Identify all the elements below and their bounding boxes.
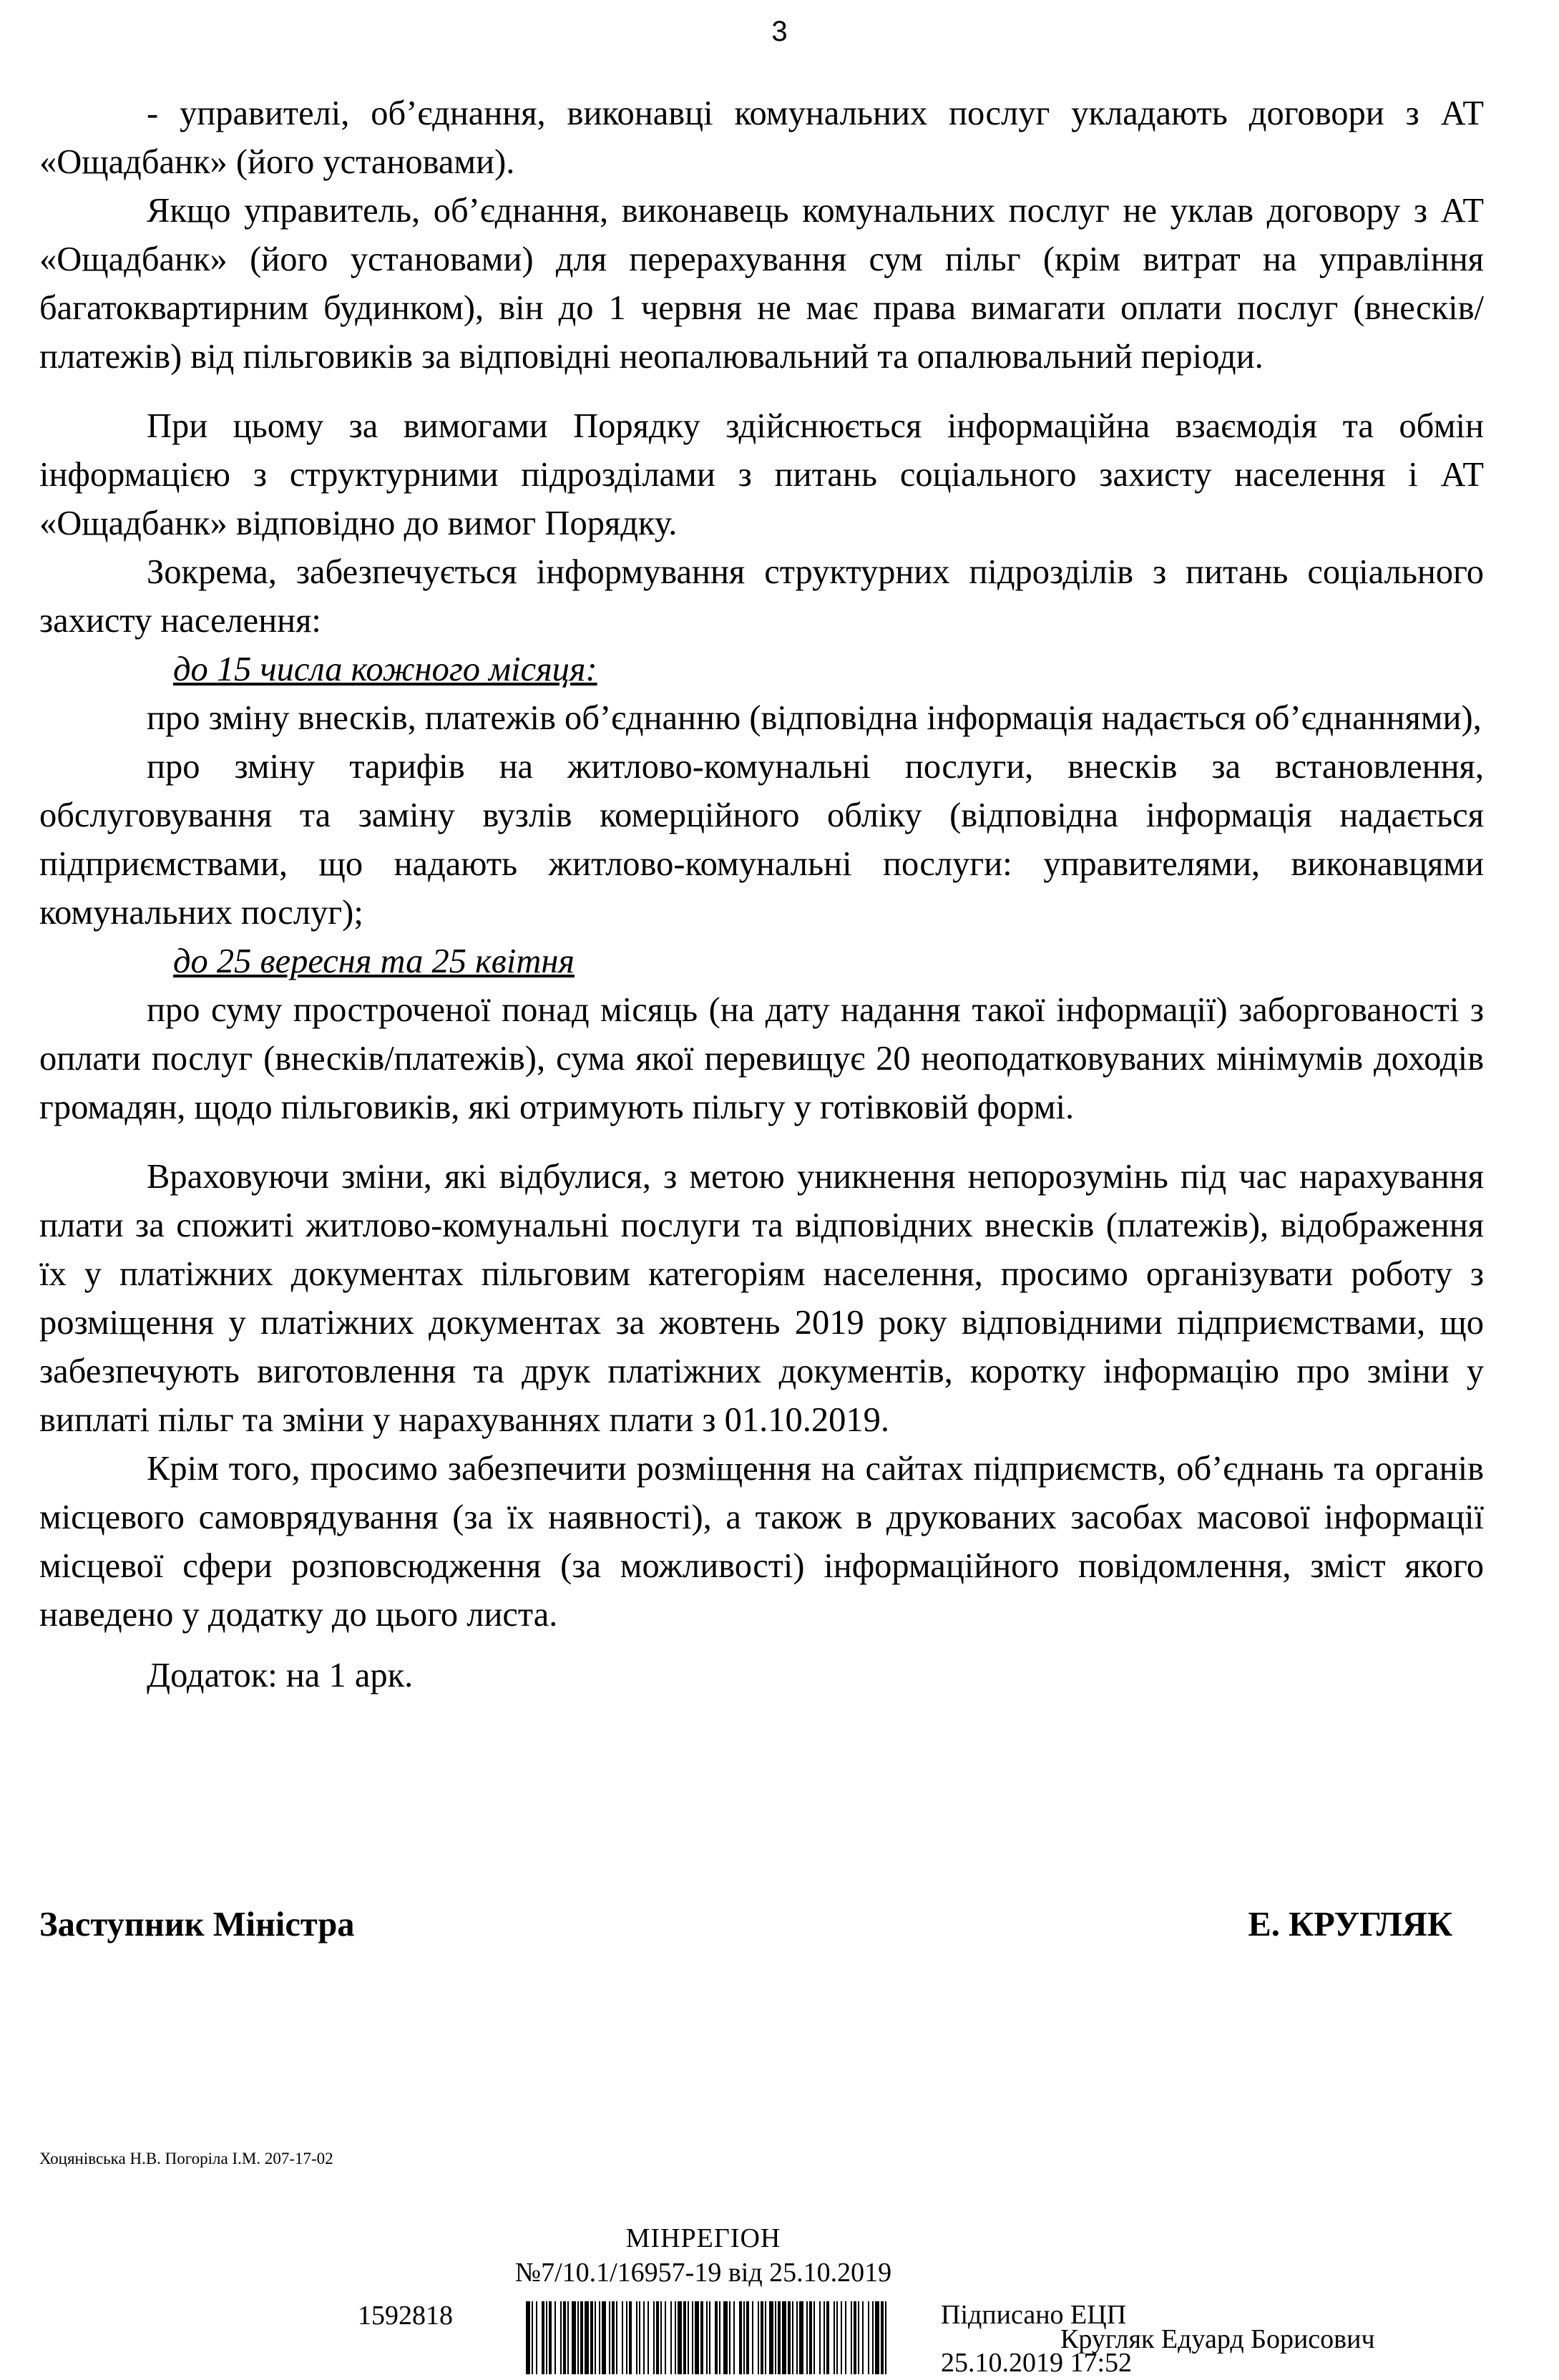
barcode-bar bbox=[602, 2301, 606, 2374]
attachment-note: Додаток: на 1 арк. bbox=[147, 1657, 414, 1694]
barcode-bar bbox=[854, 2301, 856, 2374]
barcode-bar bbox=[845, 2301, 846, 2374]
barcode-bar bbox=[885, 2301, 886, 2374]
barcode-bar bbox=[563, 2301, 566, 2374]
barcode-bar bbox=[560, 2301, 562, 2374]
signer-position: Заступник Міністра bbox=[39, 1906, 355, 1943]
paragraph-contribution-change: про зміну внесків, платежів об’єднанню (відповідна інформація надається об’єднаннями), bbox=[147, 699, 1482, 737]
barcode-bar bbox=[595, 2301, 596, 2374]
barcode-bar bbox=[636, 2301, 637, 2374]
barcode-bar bbox=[622, 2301, 623, 2374]
barcode-bar bbox=[809, 2301, 812, 2374]
barcode-bar bbox=[775, 2301, 776, 2374]
paragraph-no-contract: Якщо управитель, об’єднання, виконавець комунальних послуг не уклав договору з АТ «Ощадбанк» (його установами) для перерахування сум пільг (крім витрат на управління багатоквартирним будинком), він до 1 червня не має права вимагати оплати послуг (внесків/платежів) від пільговиків за відповідні неопалювальний та опалювальний періоди. bbox=[39, 192, 1484, 376]
barcode-bar bbox=[612, 2301, 615, 2374]
barcode-bar bbox=[765, 2301, 766, 2374]
barcode-bar bbox=[761, 2301, 763, 2374]
barcode-bar bbox=[567, 2301, 569, 2374]
deadline-september-april: до 25 вересня та 25 квітня bbox=[173, 942, 575, 980]
barcode-bar bbox=[580, 2301, 583, 2374]
ecp-label: Підписано ЕЦП bbox=[941, 2300, 1127, 2330]
barcode-bar bbox=[549, 2301, 552, 2374]
paragraph-tariff-change: про зміну тарифів на житлово-комунальні послуги, внесків за встановлення, обслуговування та заміну вузлів комерційного обліку (відповідна інформація надається підприємствами, що надають житлово-комунальні послуги: управителями, виконавцями комунальних послуг); bbox=[39, 748, 1484, 932]
barcode-bar bbox=[656, 2301, 659, 2374]
barcode-bar bbox=[675, 2301, 676, 2374]
barcode-bar bbox=[881, 2301, 884, 2374]
barcode-bar bbox=[799, 2301, 803, 2374]
registration-number: №7/10.1/16957-19 від 25.10.2019 bbox=[514, 2258, 892, 2288]
barcode-bar bbox=[806, 2301, 808, 2374]
barcode-bar bbox=[609, 2301, 610, 2374]
barcode-bar bbox=[739, 2301, 742, 2374]
letter-body bbox=[39, 89, 1484, 1700]
barcode-icon bbox=[526, 2301, 888, 2374]
barcode-bar bbox=[824, 2301, 825, 2374]
barcode-bar bbox=[782, 2301, 786, 2374]
barcode-bar bbox=[841, 2301, 842, 2374]
barcode-bar bbox=[683, 2301, 686, 2374]
barcode-bar bbox=[836, 2301, 838, 2374]
ecp-datetime: 25.10.2019 17:52 bbox=[941, 2348, 1133, 2378]
barcode-bar bbox=[826, 2301, 829, 2374]
barcode-bar bbox=[851, 2301, 852, 2374]
barcode-bar bbox=[868, 2301, 869, 2374]
barcode-bar bbox=[542, 2301, 544, 2374]
barcode-bar bbox=[639, 2301, 640, 2374]
barcode-bar bbox=[875, 2301, 879, 2374]
barcode-bar bbox=[715, 2301, 718, 2374]
barcode-bar bbox=[706, 2301, 708, 2374]
barcode-bar bbox=[813, 2301, 815, 2374]
barcode-bar bbox=[678, 2301, 682, 2374]
barcode-bar bbox=[719, 2301, 720, 2374]
barcode-bar bbox=[746, 2301, 749, 2374]
registration-stamp bbox=[0, 2221, 1559, 2378]
ecp-signer: Кругляк Едуард Борисович bbox=[1060, 2324, 1375, 2354]
barcode-bar bbox=[743, 2301, 745, 2374]
barcode-bar bbox=[653, 2301, 655, 2374]
barcode-bar bbox=[778, 2301, 781, 2374]
barcode-bar bbox=[643, 2301, 645, 2374]
barcode-bar bbox=[665, 2301, 666, 2374]
barcode-bar bbox=[572, 2301, 576, 2374]
barcode-bar bbox=[577, 2301, 579, 2374]
executors-line: Хоцянівська Н.В. Погоріла І.М. 207-17-02 bbox=[39, 2150, 333, 2167]
barcode-bar bbox=[554, 2301, 556, 2374]
paragraph-informing: Зокрема, забезпечується інформування структурних підрозділів з питань соціального захисту населення: bbox=[39, 553, 1484, 640]
barcode-bar bbox=[647, 2301, 649, 2374]
barcode-bar bbox=[819, 2301, 821, 2374]
barcode-bar bbox=[788, 2301, 791, 2374]
paragraph-payment-documents: Враховуючи зміни, які відбулися, з метою уникнення непорозумінь під час нарахування плати за спожиті житлово-комунальні послуги та відповідних внесків (платежів), відображення їх у платіжних документах пільговим категоріям населення, просимо організувати роботу з розміщення у платіжних документах за жовтень 2019 року відповідними підприємствами, що забезпечують виготовлення та друк платіжних документів, коротку інформацію про зміни у виплаті пільг та зміни у нарахуваннях плати з 01.10.2019. bbox=[39, 1158, 1484, 1439]
barcode-bar bbox=[526, 2301, 530, 2374]
barcode-bar bbox=[834, 2301, 835, 2374]
barcode-bar bbox=[733, 2301, 735, 2374]
barcode-bar bbox=[629, 2301, 632, 2374]
barcode-bar bbox=[872, 2301, 874, 2374]
barcode-bar bbox=[769, 2301, 773, 2374]
barcode-bar bbox=[729, 2301, 730, 2374]
registration-organization: МІНРЕГІОН bbox=[625, 2223, 781, 2253]
deadline-monthly: до 15 числа кожного місяця: bbox=[173, 650, 597, 688]
barcode-bar bbox=[546, 2301, 547, 2374]
barcode-bar bbox=[752, 2301, 753, 2374]
paragraph-debt: про суму простроченої понад місяць (на дату надання такої інформації) заборгованості з оплати послуг (внесків/платежів), сума якої перевищує 20 неоподатковуваних мінімумів доходів громадян, щодо пільговиків, які отримують пільгу у готівковій формі. bbox=[39, 991, 1484, 1126]
paragraph-publication: Крім того, просимо забезпечити розміщення на сайтах підприємств, об’єднань та органів місцевого самоврядування (за їх наявності), а також в друкованих засобах масової інформації місцевої сфери розповсюдження (за можливості) інформаційного повідомлення, зміст якого наведено у додатку до цього листа. bbox=[39, 1450, 1484, 1634]
signature-block bbox=[39, 1900, 1452, 1950]
barcode-bar bbox=[792, 2301, 793, 2374]
page-number: 3 bbox=[771, 16, 788, 47]
barcode-bar bbox=[688, 2301, 689, 2374]
barcode-bar bbox=[626, 2301, 627, 2374]
barcode-bar bbox=[758, 2301, 759, 2374]
barcode-bar bbox=[700, 2301, 703, 2374]
barcode-bar bbox=[660, 2301, 662, 2374]
barcode-bar bbox=[796, 2301, 798, 2374]
barcode-bar bbox=[858, 2301, 859, 2374]
barcode-bar bbox=[532, 2301, 533, 2374]
barcode-bar bbox=[599, 2301, 600, 2374]
barcode-bar bbox=[862, 2301, 864, 2374]
barcode-bar bbox=[692, 2301, 693, 2374]
paragraph-information-exchange: При цьому за вимогами Порядку здійснюється інформаційна взаємодія та обмін інформацією з структурними підрозділами з питань соціального захисту населення і АТ «Ощадбанк» відповідно до вимог Порядку. bbox=[39, 407, 1484, 542]
barcode-bar bbox=[695, 2301, 699, 2374]
barcode-bar bbox=[536, 2301, 537, 2374]
barcode-bar bbox=[723, 2301, 728, 2374]
barcode-bar bbox=[670, 2301, 672, 2374]
registration-code: 1592818 bbox=[358, 2301, 453, 2331]
barcode-bar bbox=[616, 2301, 617, 2374]
barcode-bar bbox=[590, 2301, 593, 2374]
paragraph-contracts: - управителі, об’єднання, виконавці комунальних послуг укладають договори з АТ «Ощадбанк» (його установами). bbox=[39, 94, 1484, 181]
barcode-bar bbox=[709, 2301, 710, 2374]
signer-name: Е. КРУГЛЯК bbox=[1248, 1906, 1452, 1943]
barcode-bar bbox=[585, 2301, 589, 2374]
